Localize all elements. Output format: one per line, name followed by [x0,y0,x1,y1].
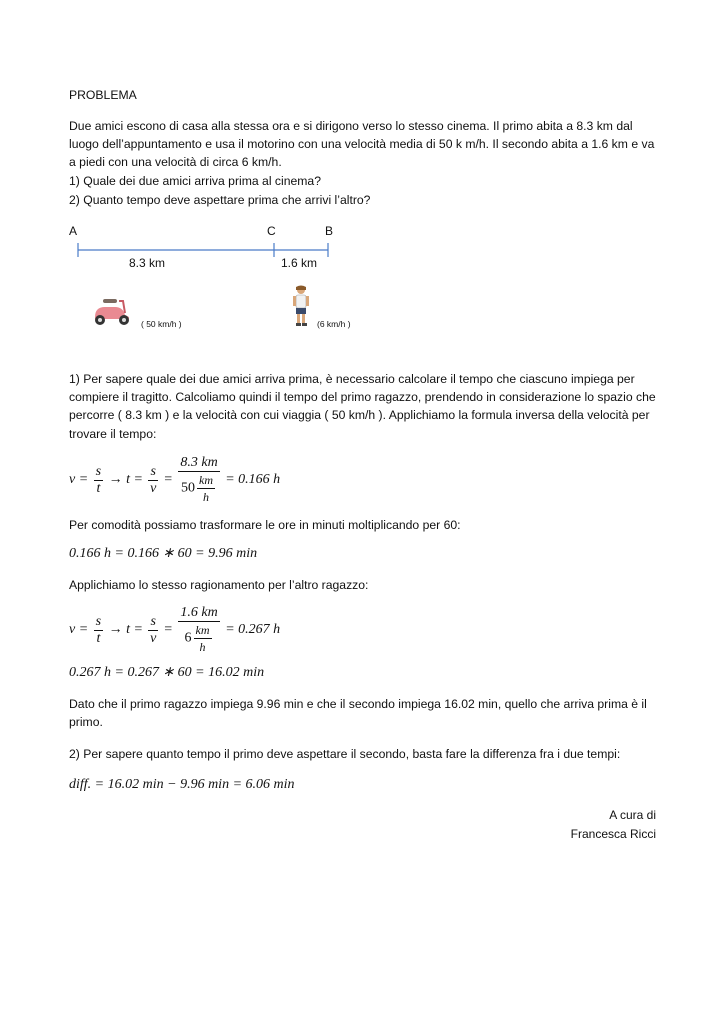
question-2: 2) Quanto tempo deve aspettare prima che arrivi l’altro? [69,193,371,207]
formula-1-eq: = [163,472,173,488]
formula-2-result: = 0.267 h [225,622,281,638]
conclusion-text: Dato che il primo ragazzo impiega 9.96 min e che il secondo impiega 16.02 min, quello che arriva prima è il primo. [69,697,647,730]
formula-2-frac-st: $\frac{s}{t}$ [95,613,102,646]
formula-1 [69,455,280,505]
formula-1-arrow: → t = [108,472,143,488]
formula-2-lhs: v = [69,622,89,638]
walker-icon [290,285,312,327]
speed-walker-label: (6 km/h ) [317,319,351,329]
formula-1-lhs: v = [69,472,89,488]
credit-line-1: A cura di [609,808,656,822]
point-b-label: B [325,224,334,238]
convert-text: Per comodità possiamo trasformare le ore in minuti moltiplicando per 60: [69,518,461,532]
problem-text: Due amici escono di casa alla stessa ora e si dirigono verso lo stesso cinema. Il primo abita a 8.3 km dal luogo dell’appuntamento e usa il motorino con una velocità media di 50 k m/h. Il secondo abita a 1.6 km e va a piedi con una velocità di circa 6 km/h. [69,119,655,170]
speed-scooter-label: ( 50 km/h ) [141,319,182,329]
dist-ac-label: 8.3 km [129,256,166,270]
formula-1-result: = 0.166 h [225,472,281,488]
formula-2-eq: = [163,622,173,638]
dist-cb-label: 1.6 km [281,256,318,270]
formula-1-frac-st: $\frac{s}{t}$ [95,463,102,496]
formula-2-arrow: → t = [108,622,143,638]
credit-author: Francesca Ricci [570,827,656,841]
same-text: Applichiamo lo stesso ragionamento per l’altro ragazzo: [69,578,369,592]
formula-2 [69,605,280,655]
formula-2-frac-sv: $\frac{s}{v}$ [150,613,157,646]
diff-formula: diff. = 16.02 min − 9.96 min = 6.06 min [69,777,295,792]
convert-2: 0.267 h = 0.267 ∗ 60 = 16.02 min [69,665,265,680]
answer-2-text: 2) Per sapere quanto tempo il primo deve aspettare il secondo, basta fare la differenza fra i due tempi: [69,747,621,761]
heading: PROBLEMA [69,88,137,102]
scooter-icon [89,295,133,327]
point-c-label: C [267,224,276,238]
question-1: 1) Quale dei due amici arriva prima al cinema? [69,174,321,188]
convert-1: 0.166 h = 0.166 ∗ 60 = 9.96 min [69,546,258,561]
formula-1-main-frac: 8.3 km 50 $\frac{km}{h}$ [180,455,218,504]
formula-1-frac-sv: $\frac{s}{v}$ [150,463,157,496]
formula-2-main-frac: 1.6 km 6 $\frac{km}{h}$ [180,605,218,654]
answer-1-text: 1) Per sapere quale dei due amici arriva prima, è necessario calcolare il tempo che ciascuno impiega per compiere il tragitto. Calcoliamo quindi il tempo del primo ragazzo, prendendo in considerazione lo spazio che percorre ( 8.3 km ) e la velocità con cui viaggia ( 50 km/h ). Applichiamo la formula inversa della velocità per trovare il tempo: [69,372,656,441]
point-a-label: A [69,224,78,238]
